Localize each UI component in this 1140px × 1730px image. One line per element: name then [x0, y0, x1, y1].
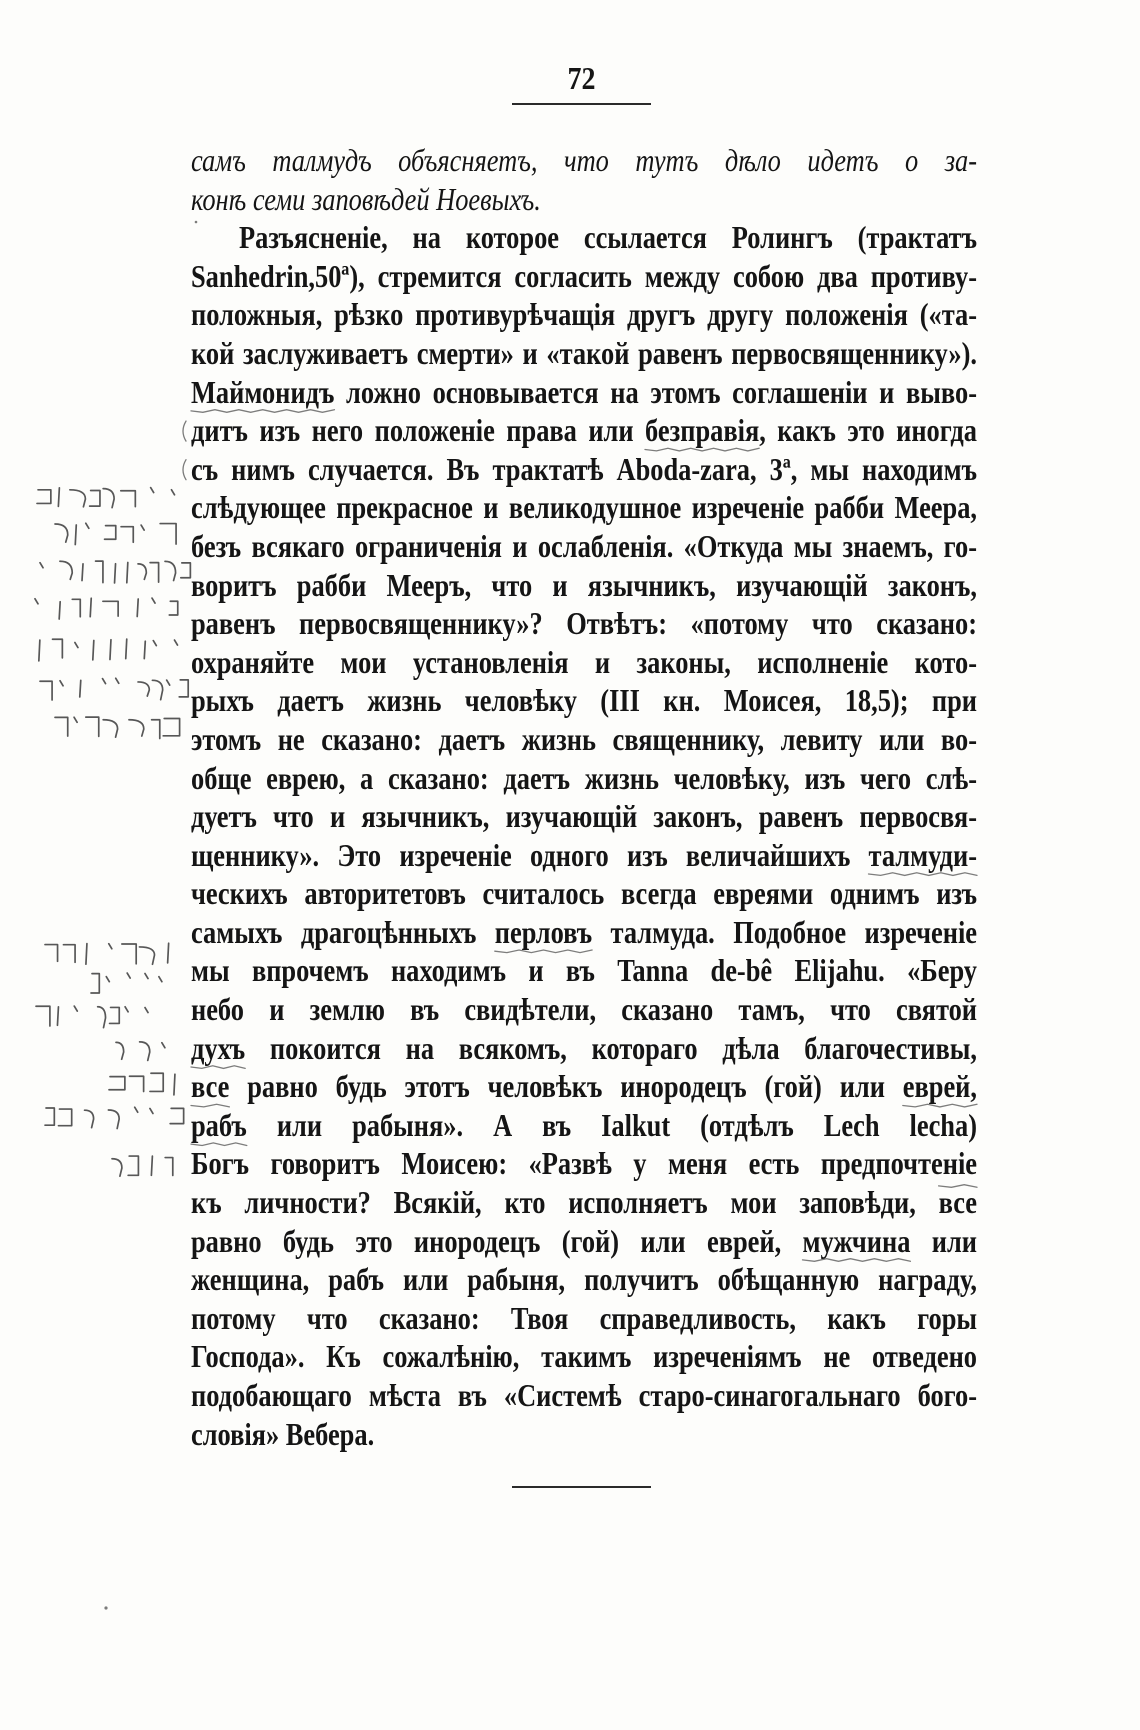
text-line-content: духъ покоится на всякомъ, котораго дѣла благочестивы,	[191, 1030, 977, 1066]
text-line-content: кой заслуживаетъ смерти» и «такой равенъ первосвященнику»).	[191, 335, 977, 372]
text-line-content: самыхъ драгоцѣнныхъ перловъ талмуда. Подобное изреченіе	[191, 914, 977, 951]
margin-handwriting	[35, 488, 190, 1177]
text-line-content: подобающаго мѣста въ «Системѣ старо-синагогальнаго бого-	[191, 1377, 977, 1414]
text-line-content: дитъ изъ него положеніе права или безправія, какъ это иногда	[191, 413, 977, 449]
text-line-content: воритъ рабби Мееръ, что и язычникъ, изучающій законъ,	[191, 567, 977, 603]
text-line-content: равно будь это инородецъ (гой) или еврей, мужчина или	[191, 1223, 977, 1259]
text-line-content: равенъ первосвященнику»? Отвѣтъ: «потому что сказано:	[191, 606, 977, 642]
text-line-content: дуетъ что и язычникъ, изучающій законъ, равенъ первосвя-	[191, 798, 977, 835]
text-line-content: слѣдующее прекрасное и великодушное изреченіе рабби Меера,	[191, 490, 977, 526]
handwriting-stroke	[36, 1006, 148, 1028]
handwriting-stroke	[40, 561, 190, 583]
body-text	[191, 142, 977, 1454]
pencil-bracket	[183, 421, 186, 441]
handwriting-stroke	[35, 598, 178, 619]
text-line-content: небо и землю въ свидѣтели, сказано тамъ, что святой	[191, 991, 977, 1028]
text-line-content: этомъ не сказано: даетъ жизнь священнику, левиту или во-	[191, 721, 977, 758]
handwriting-stroke	[116, 1042, 165, 1061]
text-line-content: съ нимъ случается. Въ трактатѣ Aboda-zara, 3ª, мы находимъ	[191, 451, 977, 488]
handwriting-stroke	[55, 523, 176, 544]
text-line-content: охраняйте мои установленія и законы, исполненіе кото-	[191, 644, 977, 681]
handwriting-stroke	[39, 639, 178, 661]
text-line-content: мы впрочемъ находимъ и въ Tanna de-bê Elijahu. «Беру	[191, 953, 977, 989]
text-line-content: женщина, рабъ или рабыня, получитъ обѣщанную награду,	[191, 1262, 977, 1298]
text-line-content: рабъ или рабыня». А въ Ialkut (отдѣлъ Lech lecha)	[191, 1107, 977, 1144]
handwriting-stroke	[55, 717, 180, 738]
text-line-content: самъ талмудъ объясняетъ, что тутъ дѣло идетъ о за-	[191, 142, 977, 179]
handwriting-stroke	[112, 1156, 173, 1176]
handwriting-stroke	[45, 943, 169, 964]
text-line-content: безъ всякаго ограниченія и ослабленія. «Откуда мы знаемъ, го-	[191, 528, 977, 565]
text-line-content: потому что сказано: Твоя справедливость, какъ горы	[191, 1300, 977, 1337]
text-line-content: Богъ говоритъ Моисею: «Развѣ у меня есть предпочтеніе	[191, 1146, 977, 1182]
text-line-content: конѣ семи заповѣдей Ноевыхъ.	[191, 181, 541, 217]
text-line-content: все равно будь этотъ человѣкъ инородецъ (гой) или еврей,	[191, 1069, 977, 1105]
text-line-content: рыхъ даетъ жизнь человѣку (III кн. Моисея, 18,5); при	[191, 683, 977, 719]
text-line	[191, 1412, 977, 1458]
handwriting-stroke	[91, 973, 162, 993]
text-line-content: щеннику». Это изреченіе одного изъ величайшихъ талмуди-	[191, 837, 977, 873]
text-line-content: Sanhedrin,50ª), стремится согласить между собою два противу-	[191, 258, 977, 295]
speck	[104, 1606, 107, 1609]
text-line-content: къ личности? Всякій, кто исполняетъ мои заповѣди, все	[191, 1184, 977, 1221]
page-number: 72	[567, 61, 596, 98]
handwriting-stroke	[40, 678, 188, 700]
page-number-rule	[512, 103, 651, 105]
handwriting-stroke	[45, 1107, 184, 1128]
end-rule	[512, 1486, 651, 1488]
handwriting-stroke	[37, 488, 175, 508]
handwriting-stroke	[109, 1073, 175, 1095]
pencil-bracket	[183, 460, 186, 480]
text-line-content: Маймонидъ ложно основывается на этомъ соглашеніи и выво-	[191, 374, 977, 410]
text-line-content: обще еврею, а сказано: даетъ жизнь человѣку, изъ чего слѣ-	[191, 760, 977, 796]
paper-specks	[104, 221, 197, 1610]
text-line-content: Разъясненіе, на которое ссылается Ролингъ (трактатъ	[239, 220, 977, 256]
text-line-content: Господа». Къ сожалѣнію, такимъ изреченіямъ не отведено	[191, 1339, 977, 1375]
text-line-content: словія» Вебера.	[191, 1416, 375, 1452]
text-line-content: ческихъ авторитетовъ считалось всегда евреями однимъ изъ	[191, 876, 977, 912]
text-line-content: положныя, рѣзко противурѣчащія другъ другу положенія («та-	[191, 297, 977, 333]
